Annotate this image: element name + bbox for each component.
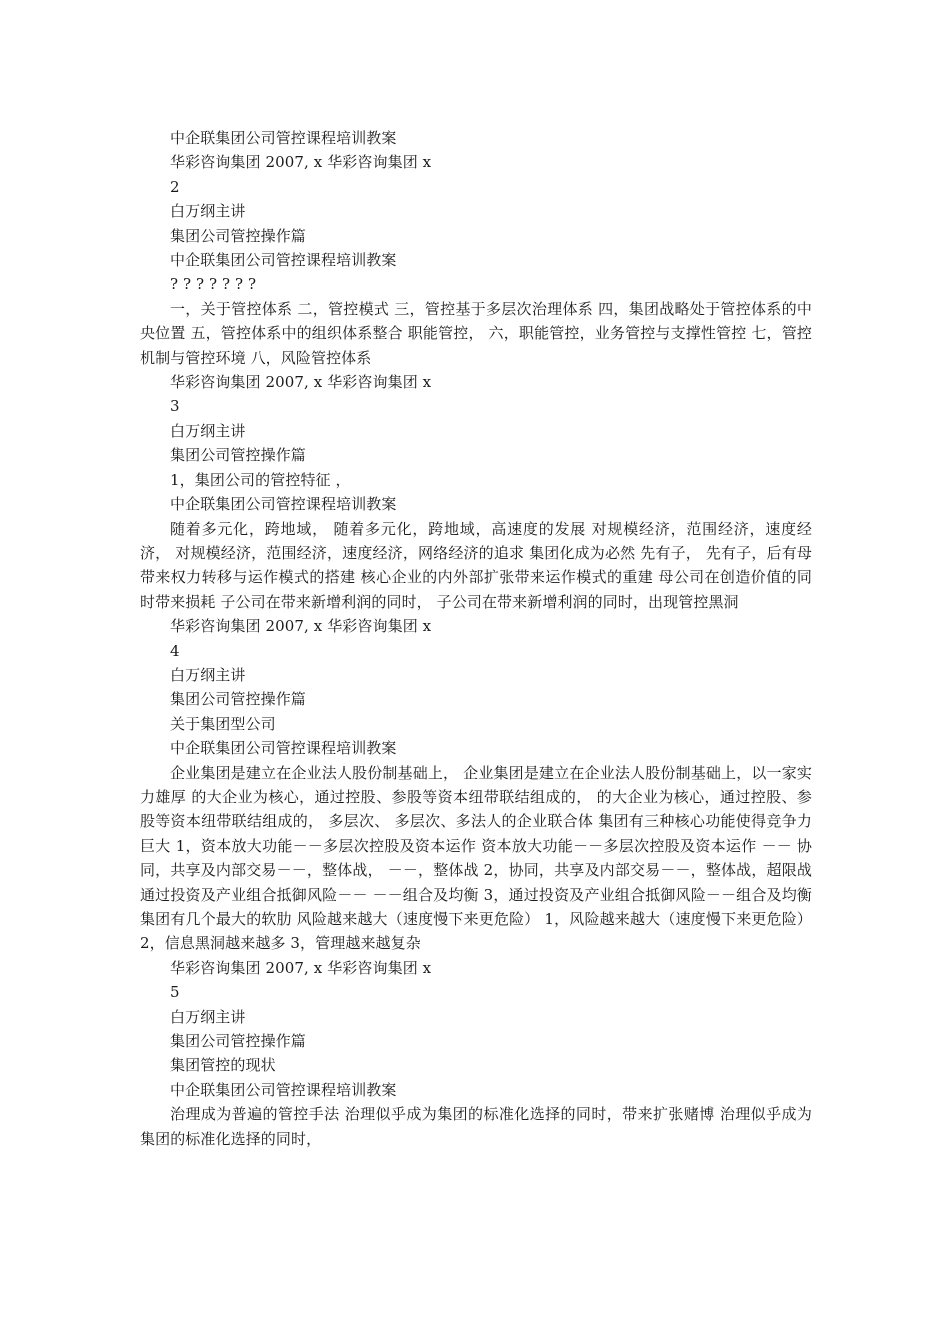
section-title: 集团公司管控操作篇 bbox=[170, 226, 306, 245]
paragraph: 治理成为普遍的管控手法 治理似乎成为集团的标准化选择的同时，带来扩张赌博 治理似乎成为集团的标准化选择的同时， bbox=[140, 1105, 812, 1148]
doc-title: 中企联集团公司管控课程培训教案 bbox=[170, 495, 397, 514]
doc-title: 中企联集团公司管控课程培训教案 bbox=[170, 739, 397, 758]
subheading: 关于集团型公司 bbox=[170, 714, 276, 733]
doc-footer: 华彩咨询集团 2007, x 华彩咨询集团 x bbox=[170, 153, 432, 172]
doc-title: 中企联集团公司管控课程培训教案 bbox=[170, 129, 397, 147]
lecturer: 白万纲主讲 bbox=[170, 665, 246, 684]
page-number: 4 bbox=[170, 641, 180, 660]
paragraph: 随着多元化，跨地域， 随着多元化，跨地域，高速度的发展 对规模经济，范围经济，速度经济， 对规模经济，范围经济，速度经济，网络经济的追求 集团化成为必然 先有子， 先有子，后有母带来权力转移与运作模式的搭建 核心企业的内外部扩张带来运作模式的重建 母公司在创造价值的同时带来损耗 子公司在带来新增利润的同时， 子公司在带来新增利润的同时，出现管控黑洞 bbox=[140, 519, 812, 611]
doc-title: 中企联集团公司管控课程培训教案 bbox=[170, 1080, 397, 1099]
doc-title: 中企联集团公司管控课程培训教案 bbox=[170, 251, 397, 270]
document-body bbox=[140, 126, 812, 1151]
paragraph: 一，关于管控体系 二，管控模式 三，管控基于多层次治理体系 四，集团战略处于管控体系的中央位置 五，管控体系中的组织体系整合 职能管控， 六，职能管控，业务管控与支撑性管控 七，管控机制与管控环境 八，风险管控体系 bbox=[140, 299, 812, 367]
lecturer: 白万纲主讲 bbox=[170, 1007, 246, 1026]
doc-footer: 华彩咨询集团 2007, x 华彩咨询集团 x bbox=[170, 373, 432, 392]
subheading: 集团管控的现状 bbox=[170, 1056, 276, 1075]
placeholder-line: ? ? ? ? ? ? ? bbox=[170, 275, 257, 294]
page-number: 3 bbox=[170, 397, 180, 416]
lecturer: 白万纲主讲 bbox=[170, 421, 246, 440]
page-number: 2 bbox=[170, 177, 180, 196]
doc-footer: 华彩咨询集团 2007, x 华彩咨询集团 x bbox=[170, 958, 432, 977]
section-title: 集团公司管控操作篇 bbox=[170, 446, 306, 465]
page-number: 5 bbox=[170, 983, 180, 1002]
subheading: 1，集团公司的管控特征 ， bbox=[170, 470, 351, 489]
lecturer: 白万纲主讲 bbox=[170, 202, 246, 221]
section-title: 集团公司管控操作篇 bbox=[170, 690, 306, 709]
paragraph: 企业集团是建立在企业法人股份制基础上， 企业集团是建立在企业法人股份制基础上，以一家实力雄厚 的大企业为核心，通过控股、参股等资本纽带联结组成的， 的大企业为核心，通过控股、参股等资本纽带联结组成的， 多层次、 多层次、多法人的企业联合体 集团有三种核心功能使得竞争力巨大 1，资本放大功能－－多层次控股及资本运作 资本放大功能－－多层次控股及资本运作 －－ 协同，共享及内部交易－－，整体战， －－，整体战 2，协同，共享及内部交易－－，整体战，超限战 通过投资及产业组合抵御风险－－ －－组合及均衡 3，通过投资及产业组合抵御风险－－组合及均衡 集团有几个最大的软肋 风险越来越大（速度慢下来更危险） 1，风险越来越大（速度慢下来更危险） 2，信息黑洞越来越多 3，管理越来越复杂 bbox=[140, 763, 812, 953]
doc-footer: 华彩咨询集团 2007, x 华彩咨询集团 x bbox=[170, 617, 432, 636]
section-title: 集团公司管控操作篇 bbox=[170, 1032, 306, 1051]
